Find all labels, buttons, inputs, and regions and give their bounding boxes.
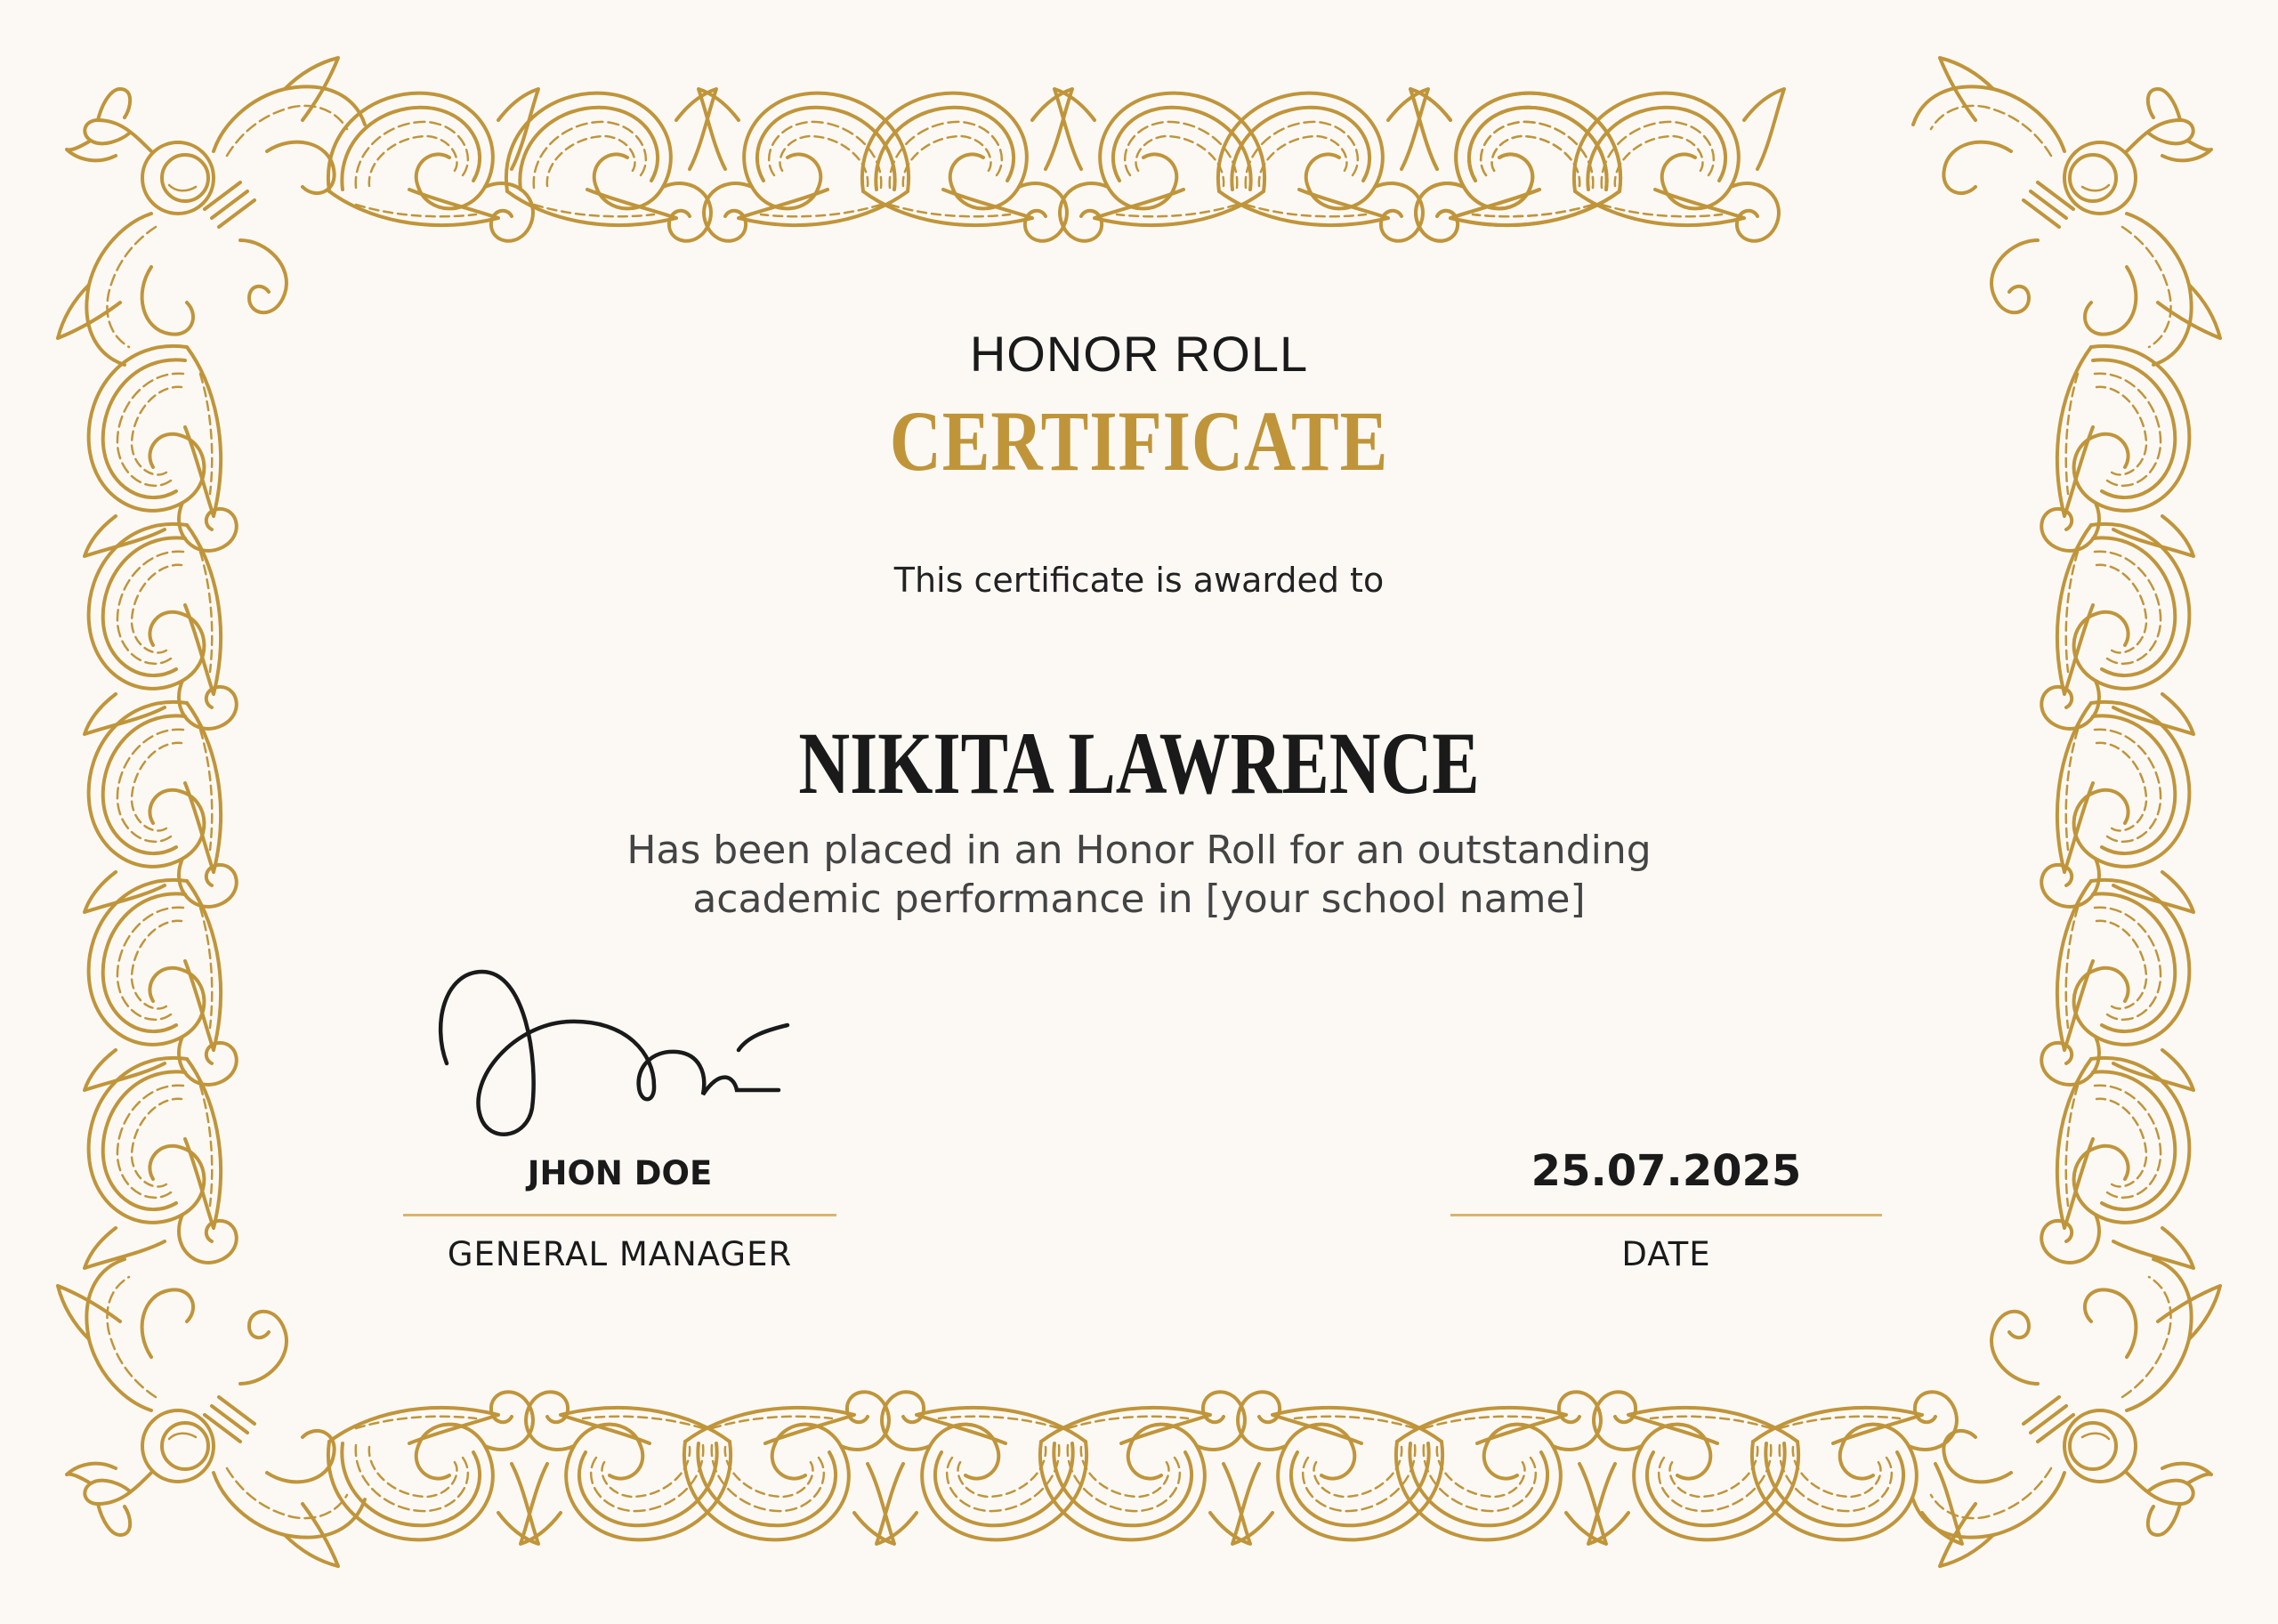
date-block (1450, 0, 1882, 1624)
signatory-block (403, 0, 836, 1624)
certificate-subtitle: HONOR ROLL (969, 326, 1309, 382)
date-label: DATE (1621, 1235, 1711, 1273)
signature-line (403, 1214, 836, 1216)
signatory-name: JHON DOE (527, 1154, 713, 1192)
description-line-2: academic performance in [your school name] (692, 877, 1586, 922)
date-value: 25.07.2025 (1531, 1146, 1802, 1196)
date-line (1450, 1214, 1882, 1216)
certificate-title: CERTIFICATE (889, 393, 1389, 489)
awarded-to-text: This certificate is awarded to (893, 561, 1385, 600)
recipient-name: NIKITA LAWRENCE (798, 714, 1480, 812)
description-line-1: Has been placed in an Honor Roll for an outstanding (626, 828, 1652, 873)
signatory-role: GENERAL MANAGER (447, 1235, 793, 1273)
award-description (0, 826, 2278, 924)
